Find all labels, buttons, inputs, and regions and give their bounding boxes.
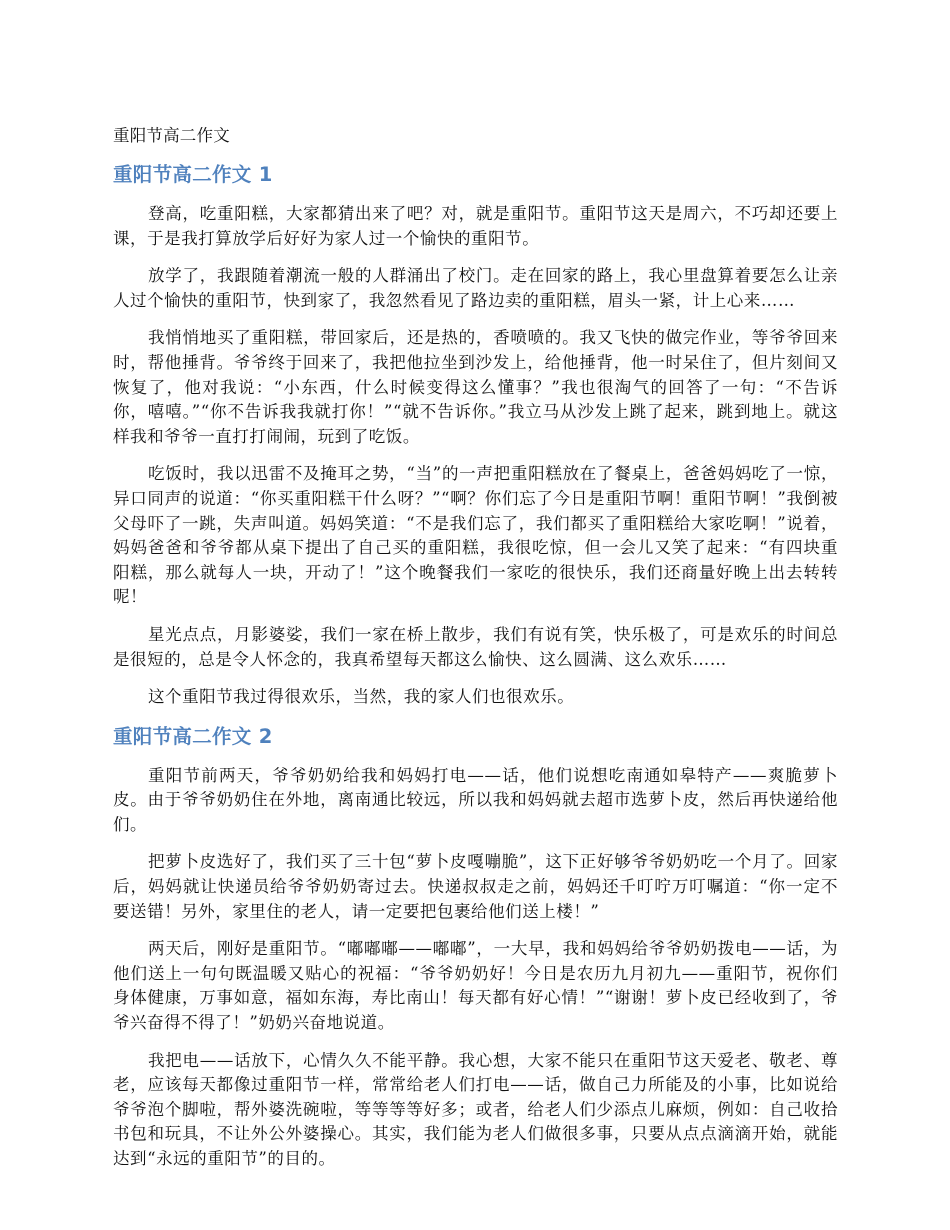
paragraph: 把萝卜皮选好了，我们买了三十包“萝卜皮嘎嘣脆”，这下正好够爷爷奶奶吃一个月了。回家后，妈妈就让快递员给爷爷奶奶寄过去。快递叔叔走之前，妈妈还千叮咛万叮嘱道：“你一定不要送错！另外，家里住的老人，请一定要把包裹给他们送上楼！” — [113, 852, 838, 921]
paragraph: 重阳节前两天，爷爷奶奶给我和妈妈打电——话，他们说想吃南通如皋特产——爽脆萝卜皮。由于爷爷奶奶住在外地，离南通比较远，所以我和妈妈就去超市选萝卜皮，然后再快递给他们。 — [113, 765, 838, 834]
paragraph: 登高，吃重阳糕，大家都猜出来了吧？对，就是重阳节。重阳节这天是周六，不巧却还要上课，于是我打算放学后好好为家人过一个愉快的重阳节。 — [113, 204, 838, 248]
paragraph: 星光点点，月影婆娑，我们一家在桥上散步，我们有说有笑，快乐极了，可是欢乐的时间总是很短的，总是令人怀念的，我真希望每天都这么愉快、这么圆满、这么欢乐…… — [113, 624, 838, 669]
section-heading-2: 重阳节高二作文 2 — [113, 724, 273, 748]
paragraph: 这个重阳节我过得很欢乐，当然，我的家人们也很欢乐。 — [148, 687, 575, 707]
essay-section-2 — [113, 723, 838, 1172]
paragraph: 两天后，刚好是重阳节。“嘟嘟嘟——嘟嘟”，一大早，我和妈妈给爷爷奶奶拨电——话，为他们送上一句句既温暖又贴心的祝福：“爷爷奶奶好！今日是农历九月初九——重阳节，祝你们身体健康，万事如意，福如东海，寿比南山！每天都有好心情！”“谢谢！萝卜皮已经收到了，爷爷兴奋得不得了！”奶奶兴奋地说道。 — [113, 939, 838, 1033]
paragraph: 我把电——话放下，心情久久不能平静。我心想，大家不能只在重阳节这天爱老、敬老、尊老，应该每天都像过重阳节一样，常常给老人们打电——话，做自己力所能及的小事，比如说给爷爷泡个脚啦，帮外婆洗碗啦，等等等等好多；或者，给老人们少添点儿麻烦，例如：自己收拾书包和玩具，不让外公外婆操心。其实，我们能为老人们做很多事，只要从点点滴滴开始，就能达到“永远的重阳节”的目的。 — [113, 1050, 838, 1168]
essay-section-1 — [113, 161, 838, 710]
paragraph: 放学了，我跟随着潮流一般的人群涌出了校门。走在回家的路上，我心里盘算着要怎么让亲人过个愉快的重阳节，快到家了，我忽然看见了路边卖的重阳糕，眉头一紧，计上心来…… — [113, 266, 838, 310]
paragraph: 吃饭时，我以迅雷不及掩耳之势，“当”的一声把重阳糕放在了餐桌上，爸爸妈妈吃了一惊，异口同声的说道：“你买重阳糕干什么呀？”“啊？你们忘了今日是重阳节啊！重阳节啊！”我倒被父母吓了一跳，失声叫道。妈妈笑道：“不是我们忘了，我们都买了重阳糕给大家吃啊！”说着，妈妈爸爸和爷爷都从桌下提出了自己买的重阳糕，我很吃惊，但一会儿又笑了起来：“有四块重阳糕，那么就每人一块，开动了！”这个晚餐我们一家吃的很快乐，我们还商量好晚上出去转转呢！ — [113, 464, 838, 607]
document-title: 重阳节高二作文 — [113, 126, 230, 145]
section-heading-1: 重阳节高二作文 1 — [113, 163, 273, 186]
paragraph: 我悄悄地买了重阳糕，带回家后，还是热的，香喷喷的。我又飞快的做完作业，等爷爷回来时，帮他捶背。爷爷终于回来了，我把他拉坐到沙发上，给他捶背，他一时呆住了，但片刻间又恢复了，他对我说：“小东西，什么时候变得这么懂事？”我也很淘气的回答了一句：“不告诉你，嘻嘻。”“你不告诉我我就打你！”“就不告诉你。”我立马从沙发上跳了起来，跳到地上。就这样我和爷爷一直打打闹闹，玩到了吃饭。 — [113, 328, 838, 446]
